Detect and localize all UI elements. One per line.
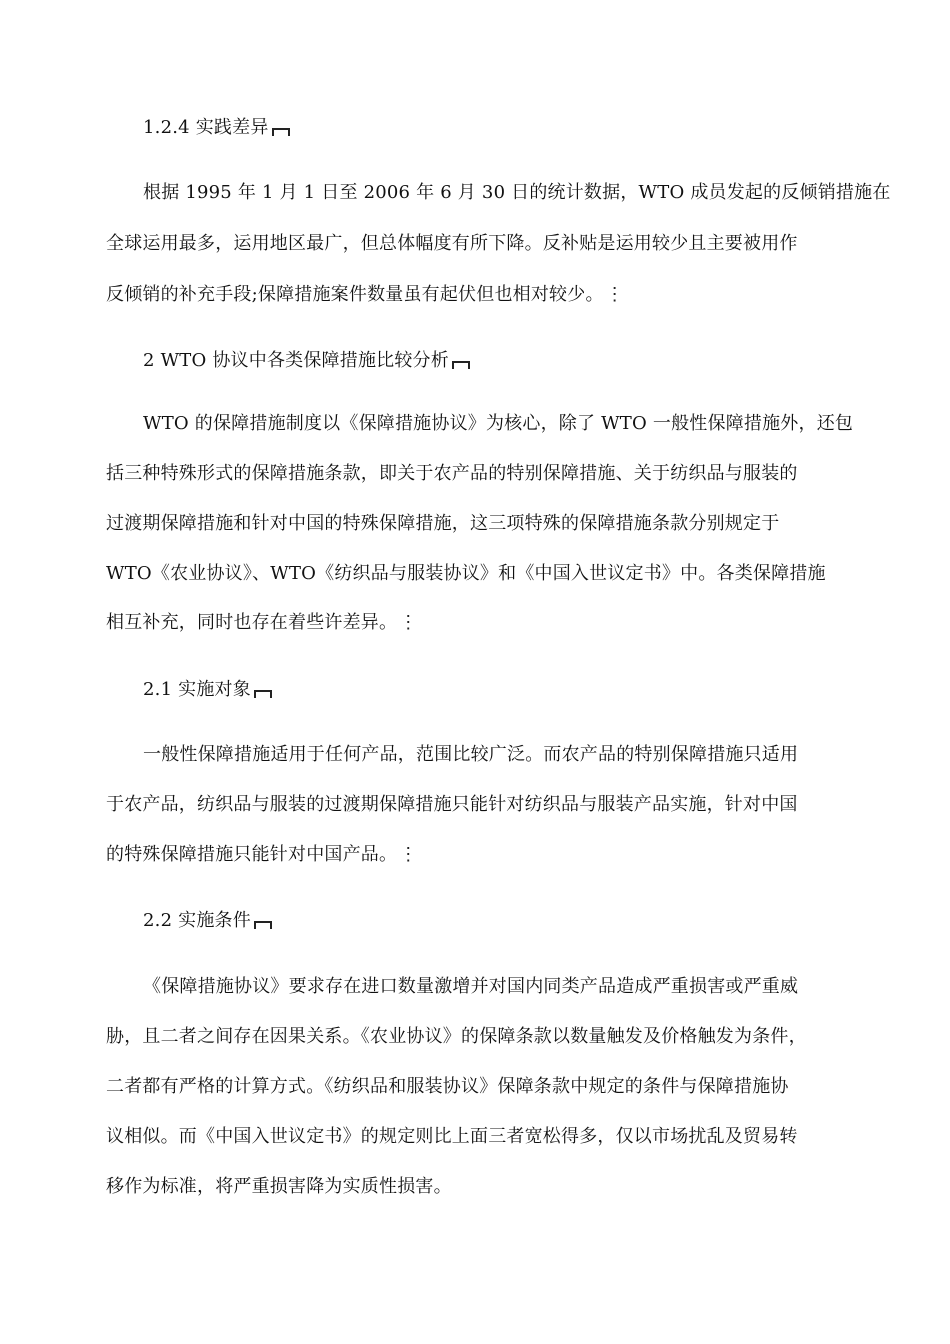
paragraph-end-mark: ⋮ bbox=[399, 844, 418, 865]
paragraph-line bbox=[106, 283, 624, 307]
heading-text: 2.1 实施对象 bbox=[143, 679, 251, 700]
heading-text: 2 WTO 协议中各类保障措施比较分析 bbox=[143, 350, 449, 371]
heading-text: 2.2 实施条件 bbox=[143, 910, 251, 931]
paragraph-end-mark: ⋮ bbox=[605, 284, 624, 305]
paragraph-line bbox=[106, 611, 417, 635]
paragraph-line: 括三种特殊形式的保障措施条款，即关于农产品的特别保障措施、关于纺织品与服装的 bbox=[106, 463, 798, 484]
heading-text: 1.2.4 实践差异 bbox=[143, 117, 269, 138]
section-heading bbox=[143, 116, 290, 140]
paragraph-line: WTO 的保障措施制度以《保障措施协议》为核心，除了 WTO 一般性保障措施外，还包 bbox=[143, 413, 854, 434]
paragraph-line: 二者都有严格的计算方式。《纺织品和服装协议》保障条款中规定的条件与保障措施协 bbox=[106, 1076, 789, 1097]
paragraph-line: 胁，且二者之间存在因果关系。《农业协议》的保障条款以数量触发及价格触发为条件， bbox=[106, 1026, 807, 1047]
section-heading bbox=[143, 909, 272, 933]
paragraph-line-text: 相互补充，同时也存在着些许差异。 bbox=[106, 612, 398, 633]
heading-end-mark bbox=[254, 921, 272, 929]
section-heading bbox=[143, 349, 470, 373]
paragraph-line: 议相似。而《中国入世议定书》的规定则比上面三者宽松得多，仅以市场扰乱及贸易转 bbox=[106, 1126, 798, 1147]
paragraph-line bbox=[106, 843, 417, 867]
paragraph-line: 《保障措施协议》要求存在进口数量激增并对国内同类产品造成严重损害或严重威 bbox=[143, 976, 799, 997]
paragraph-line: 移作为标准，将严重损害降为实质性损害。 bbox=[106, 1176, 452, 1197]
paragraph-end-mark: ⋮ bbox=[399, 612, 418, 633]
paragraph-line-text: 的特殊保障措施只能针对中国产品。 bbox=[106, 844, 398, 865]
paragraph-line: WTO《农业协议》、WTO《纺织品与服装协议》和《中国入世议定书》中。各类保障措施 bbox=[106, 563, 826, 584]
paragraph-line: 全球运用最多，运用地区最广，但总体幅度有所下降。反补贴是运用较少且主要被用作 bbox=[106, 233, 798, 254]
heading-end-mark bbox=[254, 690, 272, 698]
heading-end-mark bbox=[452, 361, 470, 369]
paragraph-line: 一般性保障措施适用于任何产品，范围比较广泛。而农产品的特别保障措施只适用 bbox=[143, 744, 799, 765]
heading-end-mark bbox=[272, 128, 290, 136]
paragraph-line-text: 反倾销的补充手段;保障措施案件数量虽有起伏但也相对较少。 bbox=[106, 284, 604, 305]
paragraph-line: 根据 1995 年 1 月 1 日至 2006 年 6 月 30 日的统计数据，WTO 成员发起的反倾销措施在 bbox=[143, 182, 891, 203]
paragraph-line: 过渡期保障措施和针对中国的特殊保障措施，这三项特殊的保障措施条款分别规定于 bbox=[106, 513, 780, 534]
section-heading bbox=[143, 678, 272, 702]
paragraph-line: 于农产品，纺织品与服装的过渡期保障措施只能针对纺织品与服装产品实施，针对中国 bbox=[106, 794, 798, 815]
